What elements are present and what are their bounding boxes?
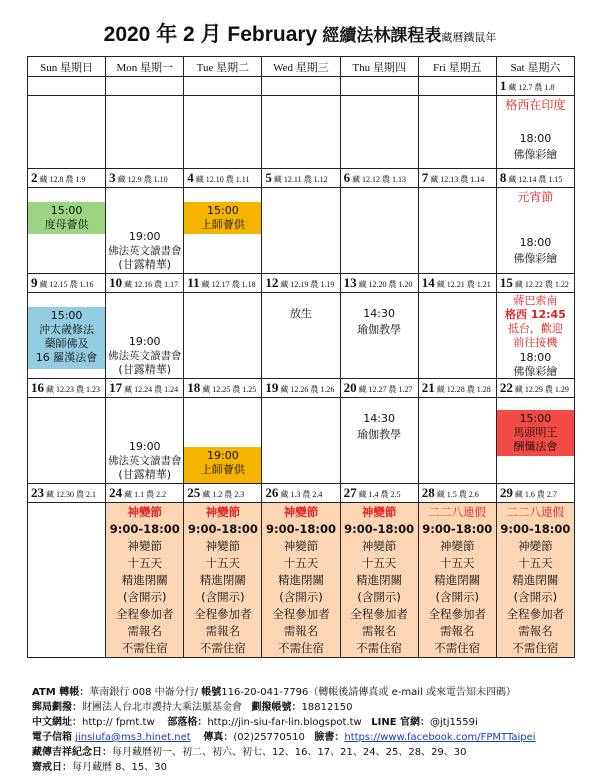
retreat-line: 精進閉關 xyxy=(199,573,246,587)
lunar-date: 藏 12.12 農 1.13 xyxy=(352,175,407,184)
date-cell xyxy=(340,274,418,293)
date-cell xyxy=(106,274,184,293)
retreat-block xyxy=(184,503,261,657)
date-cell xyxy=(418,77,496,96)
date-cell xyxy=(418,484,496,503)
retreat-title: 神變節 xyxy=(361,505,397,519)
event-cell xyxy=(106,96,184,169)
event-time: 15:00 xyxy=(50,309,83,322)
event-cell xyxy=(496,398,574,484)
lunar-date: 藏 12.11 農 1.12 xyxy=(273,175,328,184)
day-number: 22 xyxy=(499,380,513,395)
event-cell xyxy=(106,293,184,379)
retreat-line: 神變節 xyxy=(440,539,475,553)
date-cell xyxy=(340,77,418,96)
day-number: 4 xyxy=(187,170,194,185)
date-cell xyxy=(496,379,574,398)
event-row xyxy=(28,188,575,274)
retreat-line: (含開示) xyxy=(279,590,323,604)
retreat-line: 十五天 xyxy=(205,556,241,570)
day-number: 19 xyxy=(265,380,279,395)
event-name: 佛法英文讀書會 xyxy=(107,455,182,467)
retreat-line: 需報名 xyxy=(361,624,397,638)
post-text: 財團法人台北市護持大乘法脈基金會 xyxy=(82,702,242,713)
event-cell xyxy=(184,293,262,379)
date-cell xyxy=(262,484,340,503)
event-cell xyxy=(106,398,184,484)
day-number: 5 xyxy=(265,170,272,185)
fb-label: 臉書： xyxy=(314,732,345,743)
day-number: 21 xyxy=(421,380,435,395)
event-cell xyxy=(28,96,106,169)
event-time: 14:30 xyxy=(363,412,395,425)
event-block xyxy=(497,410,574,456)
retreat-line: 不需住宿 xyxy=(277,641,324,655)
retreat-cell xyxy=(262,503,340,658)
retreat-line: 精進閉關 xyxy=(121,573,168,587)
day-number: 20 xyxy=(343,380,357,395)
retreat-block xyxy=(419,503,496,657)
retreat-cell xyxy=(106,503,184,658)
footer-line-atm xyxy=(32,685,592,700)
calendar-table xyxy=(27,56,575,658)
event-cell xyxy=(262,398,340,484)
day-number: 27 xyxy=(343,485,357,500)
date-cell xyxy=(262,169,340,188)
lunar-date: 藏 12.25 農 1.25 xyxy=(202,385,257,394)
retreat-line: 需報名 xyxy=(205,624,241,638)
retreat-line: 不需住宿 xyxy=(356,641,403,655)
event-row xyxy=(28,96,575,169)
weekday-header: Thu 星期四 xyxy=(340,57,418,77)
day-number: 23 xyxy=(31,485,44,500)
lunar-date: 藏 12.19 農 1.19 xyxy=(280,280,335,289)
date-row xyxy=(28,379,575,398)
day-number: 3 xyxy=(109,170,116,185)
footer-line-fast xyxy=(32,760,592,775)
event-name: 上師薈供 xyxy=(200,218,245,231)
facebook-link[interactable]: https://www.facebook.com/FPMTTaipei xyxy=(344,732,536,743)
event-name: 上師薈供 xyxy=(200,463,245,476)
days-text: 每月藏曆初一、初二、初六、初七、12、16、17、21、24、25、28、29、30 xyxy=(112,747,467,758)
atm-text: 華南銀行 008 中崙分行/ xyxy=(89,687,199,698)
retreat-cell xyxy=(418,503,496,658)
event-time: 19:00 xyxy=(128,440,161,453)
retreat-line: (含開示) xyxy=(357,590,401,604)
footer-line-mail xyxy=(32,730,592,745)
retreat-line: 需報名 xyxy=(127,624,162,638)
date-cell xyxy=(106,77,184,96)
day-number: 28 xyxy=(421,485,435,500)
date-cell xyxy=(340,169,418,188)
retreat-time: 9:00-18:00 xyxy=(500,522,571,536)
lunar-date: 藏 1.3 農 2.4 xyxy=(280,490,323,499)
acct-text: 116-20-041-7796（轉帳後請傳真或 e-mail 或來電告知末四碼） xyxy=(221,687,516,698)
event-note: 蔣巴索南 xyxy=(513,294,558,307)
event-name: 馬頭明王 xyxy=(513,426,558,439)
date-cell xyxy=(28,169,106,188)
lunar-date: 藏 12.9 農 1.10 xyxy=(117,175,168,184)
date-row xyxy=(28,169,575,188)
retreat-line: 全程參加者 xyxy=(506,607,565,621)
day-number: 29 xyxy=(499,485,513,500)
retreat-line: 十五天 xyxy=(440,556,475,570)
event-time: 18:00 xyxy=(519,236,552,249)
event-cell xyxy=(340,398,418,484)
retreat-line: (含開示) xyxy=(435,590,480,604)
retreat-line: 需報名 xyxy=(440,624,475,638)
retreat-time: 9:00-18:00 xyxy=(187,522,258,536)
lunar-date: 藏 12.29 農 1.29 xyxy=(514,385,569,394)
event-name: 佛像彩繪 xyxy=(513,148,558,161)
date-cell xyxy=(28,484,106,503)
retreat-block xyxy=(106,503,183,657)
lunar-date: 藏 1.2 農 2.3 xyxy=(202,490,245,499)
event-time: 19:00 xyxy=(128,230,161,243)
lunar-date: 藏 12.16 農 1.17 xyxy=(124,280,179,289)
retreat-time: 9:00-18:00 xyxy=(344,522,415,536)
date-cell xyxy=(496,484,574,503)
lunar-date: 藏 12.7 農 1.8 xyxy=(508,83,555,92)
retreat-line: 不需住宿 xyxy=(512,641,559,655)
day-number: 11 xyxy=(187,275,200,290)
retreat-block xyxy=(497,503,574,657)
date-cell xyxy=(262,379,340,398)
event-block xyxy=(28,307,105,369)
line-id: @jtj1559i xyxy=(430,717,478,728)
day-number: 12 xyxy=(265,275,279,290)
event-note: 前往接機 xyxy=(513,336,558,349)
event-time: 19:00 xyxy=(128,335,161,348)
lunar-date: 藏 12.10 農 1.11 xyxy=(195,175,250,184)
retreat-line: 十五天 xyxy=(518,556,553,570)
event-block xyxy=(184,202,261,234)
retreat-title: 神變節 xyxy=(127,505,162,519)
event-name: 瑜伽教學 xyxy=(357,323,402,336)
post-acct-label: 劃撥帳號： xyxy=(251,702,302,713)
mail-link[interactable]: jinsiufa@ms3.hinet.net xyxy=(75,732,191,743)
date-cell xyxy=(418,169,496,188)
retreat-line: 神變節 xyxy=(361,539,397,553)
fax-label: 傳真： xyxy=(203,732,234,743)
days-label: 藏傳吉祥紀念日： xyxy=(32,747,112,758)
acct-label: 帳號 xyxy=(201,687,222,698)
lunar-date: 藏 1.1 農 2.2 xyxy=(124,490,167,499)
event-cell xyxy=(184,96,262,169)
date-cell xyxy=(496,169,574,188)
retreat-line: 神變節 xyxy=(283,539,319,553)
day-number: 25 xyxy=(187,485,201,500)
retreat-line: 不需住宿 xyxy=(434,641,481,655)
event-cell xyxy=(28,293,106,379)
web-label: 中文網址： xyxy=(32,717,82,728)
event-note: (甘露精華) xyxy=(118,363,171,376)
event-time: 15:00 xyxy=(50,204,83,217)
date-cell xyxy=(262,77,340,96)
event-cell xyxy=(28,188,106,274)
weekday-header-row xyxy=(28,57,575,77)
title-sub: 經續法林課程表 xyxy=(322,26,442,46)
lunar-date: 藏 12.23 農 1.23 xyxy=(46,385,100,394)
fast-label: 齋戒日： xyxy=(32,762,72,773)
retreat-title: 二二八連假 xyxy=(506,505,565,519)
date-cell xyxy=(340,484,418,503)
day-number: 9 xyxy=(31,275,38,290)
footer-line-days xyxy=(32,745,592,760)
footer-line-post xyxy=(32,700,592,715)
retreat-line: 精進閉關 xyxy=(356,573,403,587)
lunar-date: 藏 1.6 農 2.7 xyxy=(514,490,557,499)
retreat-line: 精進閉關 xyxy=(512,573,559,587)
retreat-line: 精進閉關 xyxy=(277,573,324,587)
day-number: 8 xyxy=(499,170,507,185)
event-cell xyxy=(28,503,106,658)
retreat-line: 神變節 xyxy=(127,539,162,553)
retreat-title: 神變節 xyxy=(283,505,319,519)
event-cell xyxy=(184,188,262,274)
retreat-line: 神變節 xyxy=(205,539,241,553)
lunar-date: 藏 12.17 農 1.18 xyxy=(201,280,256,289)
title-small: 藏曆鐵鼠年 xyxy=(441,31,497,44)
event-cell xyxy=(418,398,496,484)
day-number: 1 xyxy=(499,78,507,93)
date-cell xyxy=(262,274,340,293)
event-cell xyxy=(340,293,418,379)
day-number: 13 xyxy=(343,275,357,290)
post-label: 郵局劃撥： xyxy=(32,702,82,713)
event-name: 佛像彩繪 xyxy=(513,252,558,265)
date-row xyxy=(28,274,575,293)
lunar-date: 藏 12.27 農 1.27 xyxy=(358,385,413,394)
day-number: 10 xyxy=(109,275,123,290)
retreat-time: 9:00-18:00 xyxy=(422,522,493,536)
event-time: 18:00 xyxy=(519,351,552,364)
date-row xyxy=(28,484,575,503)
lunar-date: 藏 12.13 農 1.14 xyxy=(430,175,485,184)
event-note: 格西 12:45 xyxy=(505,308,566,321)
retreat-line: 需報名 xyxy=(518,624,553,638)
event-name: 放生 xyxy=(289,307,312,320)
event-note: (甘露精華) xyxy=(118,468,171,481)
retreat-block xyxy=(341,503,418,657)
event-cell xyxy=(28,398,106,484)
date-cell xyxy=(496,77,574,96)
event-cell xyxy=(262,188,340,274)
date-cell xyxy=(184,484,262,503)
event-name: 瑜伽教學 xyxy=(357,428,402,441)
date-cell xyxy=(340,379,418,398)
event-block xyxy=(184,447,261,483)
retreat-line: 十五天 xyxy=(361,556,397,570)
event-note: (甘露精華) xyxy=(118,258,171,271)
retreat-line: 不需住宿 xyxy=(121,641,168,655)
lunar-date: 藏 12.22 農 1.22 xyxy=(514,280,569,289)
event-cell xyxy=(496,188,574,274)
lunar-date: 藏 1.5 農 2.6 xyxy=(436,490,479,499)
date-row xyxy=(28,77,575,96)
fast-text: 每月藏曆 8、15、30 xyxy=(72,762,167,773)
event-name: 佛法英文讀書會 xyxy=(107,350,182,362)
lunar-date: 藏 12.30 農 2.1 xyxy=(46,490,96,499)
event-name: 16 羅漢法會 xyxy=(35,351,98,364)
event-time: 15:00 xyxy=(207,204,239,217)
date-cell xyxy=(106,169,184,188)
date-cell xyxy=(418,274,496,293)
date-cell xyxy=(184,274,262,293)
date-cell xyxy=(106,379,184,398)
date-cell xyxy=(28,77,106,96)
event-name: 佛像彩繪 xyxy=(513,365,558,378)
event-cell xyxy=(262,293,340,379)
event-block xyxy=(28,202,105,234)
event-name: 佛法英文讀書會 xyxy=(107,245,182,257)
event-row xyxy=(28,503,575,658)
lunar-date: 藏 12.20 農 1.20 xyxy=(358,280,413,289)
title-main: 2020 年 2 月 February xyxy=(103,23,318,46)
lunar-date: 藏 12.15 農 1.16 xyxy=(39,280,94,289)
date-cell xyxy=(184,379,262,398)
event-cell xyxy=(184,398,262,484)
event-row xyxy=(28,293,575,379)
weekday-header: Mon 星期一 xyxy=(106,57,184,77)
retreat-line: 十五天 xyxy=(283,556,319,570)
event-name: 沖太歲修法 xyxy=(39,323,95,336)
date-cell xyxy=(184,169,262,188)
date-cell xyxy=(184,77,262,96)
event-cell xyxy=(262,96,340,169)
date-cell xyxy=(496,274,574,293)
retreat-line: (含開示) xyxy=(201,590,245,604)
day-number: 17 xyxy=(109,380,123,395)
date-cell xyxy=(106,484,184,503)
event-note: 元宵節 xyxy=(517,190,554,204)
retreat-time: 9:00-18:00 xyxy=(109,522,180,536)
retreat-line: 不需住宿 xyxy=(199,641,246,655)
day-number: 6 xyxy=(343,170,351,185)
retreat-cell xyxy=(496,503,574,658)
lunar-date: 藏 12.21 農 1.21 xyxy=(436,280,491,289)
retreat-title: 神變節 xyxy=(205,505,241,519)
day-number: 24 xyxy=(109,485,123,500)
retreat-line: 需報名 xyxy=(283,624,319,638)
retreat-block xyxy=(262,503,339,657)
fax-number: (02)25770510 xyxy=(233,732,305,743)
event-row xyxy=(28,398,575,484)
date-cell xyxy=(28,379,106,398)
event-name: 藥師佛及 xyxy=(44,337,89,350)
event-cell xyxy=(340,188,418,274)
event-time: 15:00 xyxy=(519,412,552,425)
event-time: 19:00 xyxy=(207,449,239,462)
lunar-date: 藏 12.28 農 1.28 xyxy=(436,385,491,394)
day-number: 15 xyxy=(499,275,513,290)
lunar-date: 藏 12.8 農 1.9 xyxy=(39,175,86,184)
retreat-line: 全程參加者 xyxy=(115,607,174,621)
event-name: 度母薈供 xyxy=(44,218,89,231)
web-link[interactable]: http:// fpmt.tw xyxy=(82,717,155,728)
weekday-header: Wed 星期三 xyxy=(262,57,340,77)
retreat-line: 精進閉關 xyxy=(434,573,481,587)
footer-info xyxy=(32,685,592,775)
mail-label: 電子信箱 xyxy=(32,732,72,743)
event-cell xyxy=(496,293,574,379)
page-title xyxy=(0,18,600,48)
retreat-line: 神變節 xyxy=(518,539,553,553)
event-note: 抵台，歡迎 xyxy=(507,322,563,335)
weekday-header: Tue 星期二 xyxy=(184,57,262,77)
retreat-line: 十五天 xyxy=(127,556,162,570)
event-time: 14:30 xyxy=(363,307,395,320)
blog-link[interactable]: http://jin-siu-far-lin.blogspot.tw xyxy=(207,717,362,728)
lunar-date: 藏 12.26 農 1.26 xyxy=(280,385,335,394)
day-number: 14 xyxy=(421,275,435,290)
retreat-line: (含開示) xyxy=(513,590,558,604)
event-cell xyxy=(340,96,418,169)
retreat-time: 9:00-18:00 xyxy=(266,522,336,536)
day-number: 16 xyxy=(31,380,44,395)
line-label: LINE 官網： xyxy=(371,717,431,728)
event-name: 酬懺法會 xyxy=(513,440,558,453)
weekday-header: Fri 星期五 xyxy=(418,57,496,77)
retreat-cell xyxy=(340,503,418,658)
retreat-title: 二二八連假 xyxy=(428,505,487,519)
lunar-date: 藏 12.24 農 1.24 xyxy=(124,385,179,394)
weekday-header: Sun 星期日 xyxy=(28,57,106,77)
event-cell xyxy=(418,96,496,169)
event-cell xyxy=(496,96,574,169)
lunar-date: 藏 1.4 農 2.5 xyxy=(358,490,401,499)
retreat-line: 全程參加者 xyxy=(194,607,252,621)
post-acct: 18812150 xyxy=(301,702,353,713)
date-cell xyxy=(28,274,106,293)
event-note: 格西在印度 xyxy=(505,98,566,112)
footer-line-web xyxy=(32,715,592,730)
date-cell xyxy=(418,379,496,398)
retreat-line: 全程參加者 xyxy=(350,607,408,621)
atm-label: ATM 轉帳： xyxy=(32,687,90,698)
retreat-line: 全程參加者 xyxy=(272,607,330,621)
retreat-line: 全程參加者 xyxy=(428,607,487,621)
retreat-cell xyxy=(184,503,262,658)
event-cell xyxy=(418,293,496,379)
day-number: 7 xyxy=(421,170,429,185)
event-time: 18:00 xyxy=(519,132,552,145)
day-number: 26 xyxy=(265,485,279,500)
day-number: 18 xyxy=(187,380,201,395)
retreat-line: (含開示) xyxy=(122,590,167,604)
event-cell xyxy=(106,188,184,274)
weekday-header: Sat 星期六 xyxy=(496,57,574,77)
lunar-date: 藏 12.14 農 1.15 xyxy=(508,175,563,184)
event-cell xyxy=(418,188,496,274)
day-number: 2 xyxy=(31,170,38,185)
blog-label: 部落格： xyxy=(167,717,208,728)
